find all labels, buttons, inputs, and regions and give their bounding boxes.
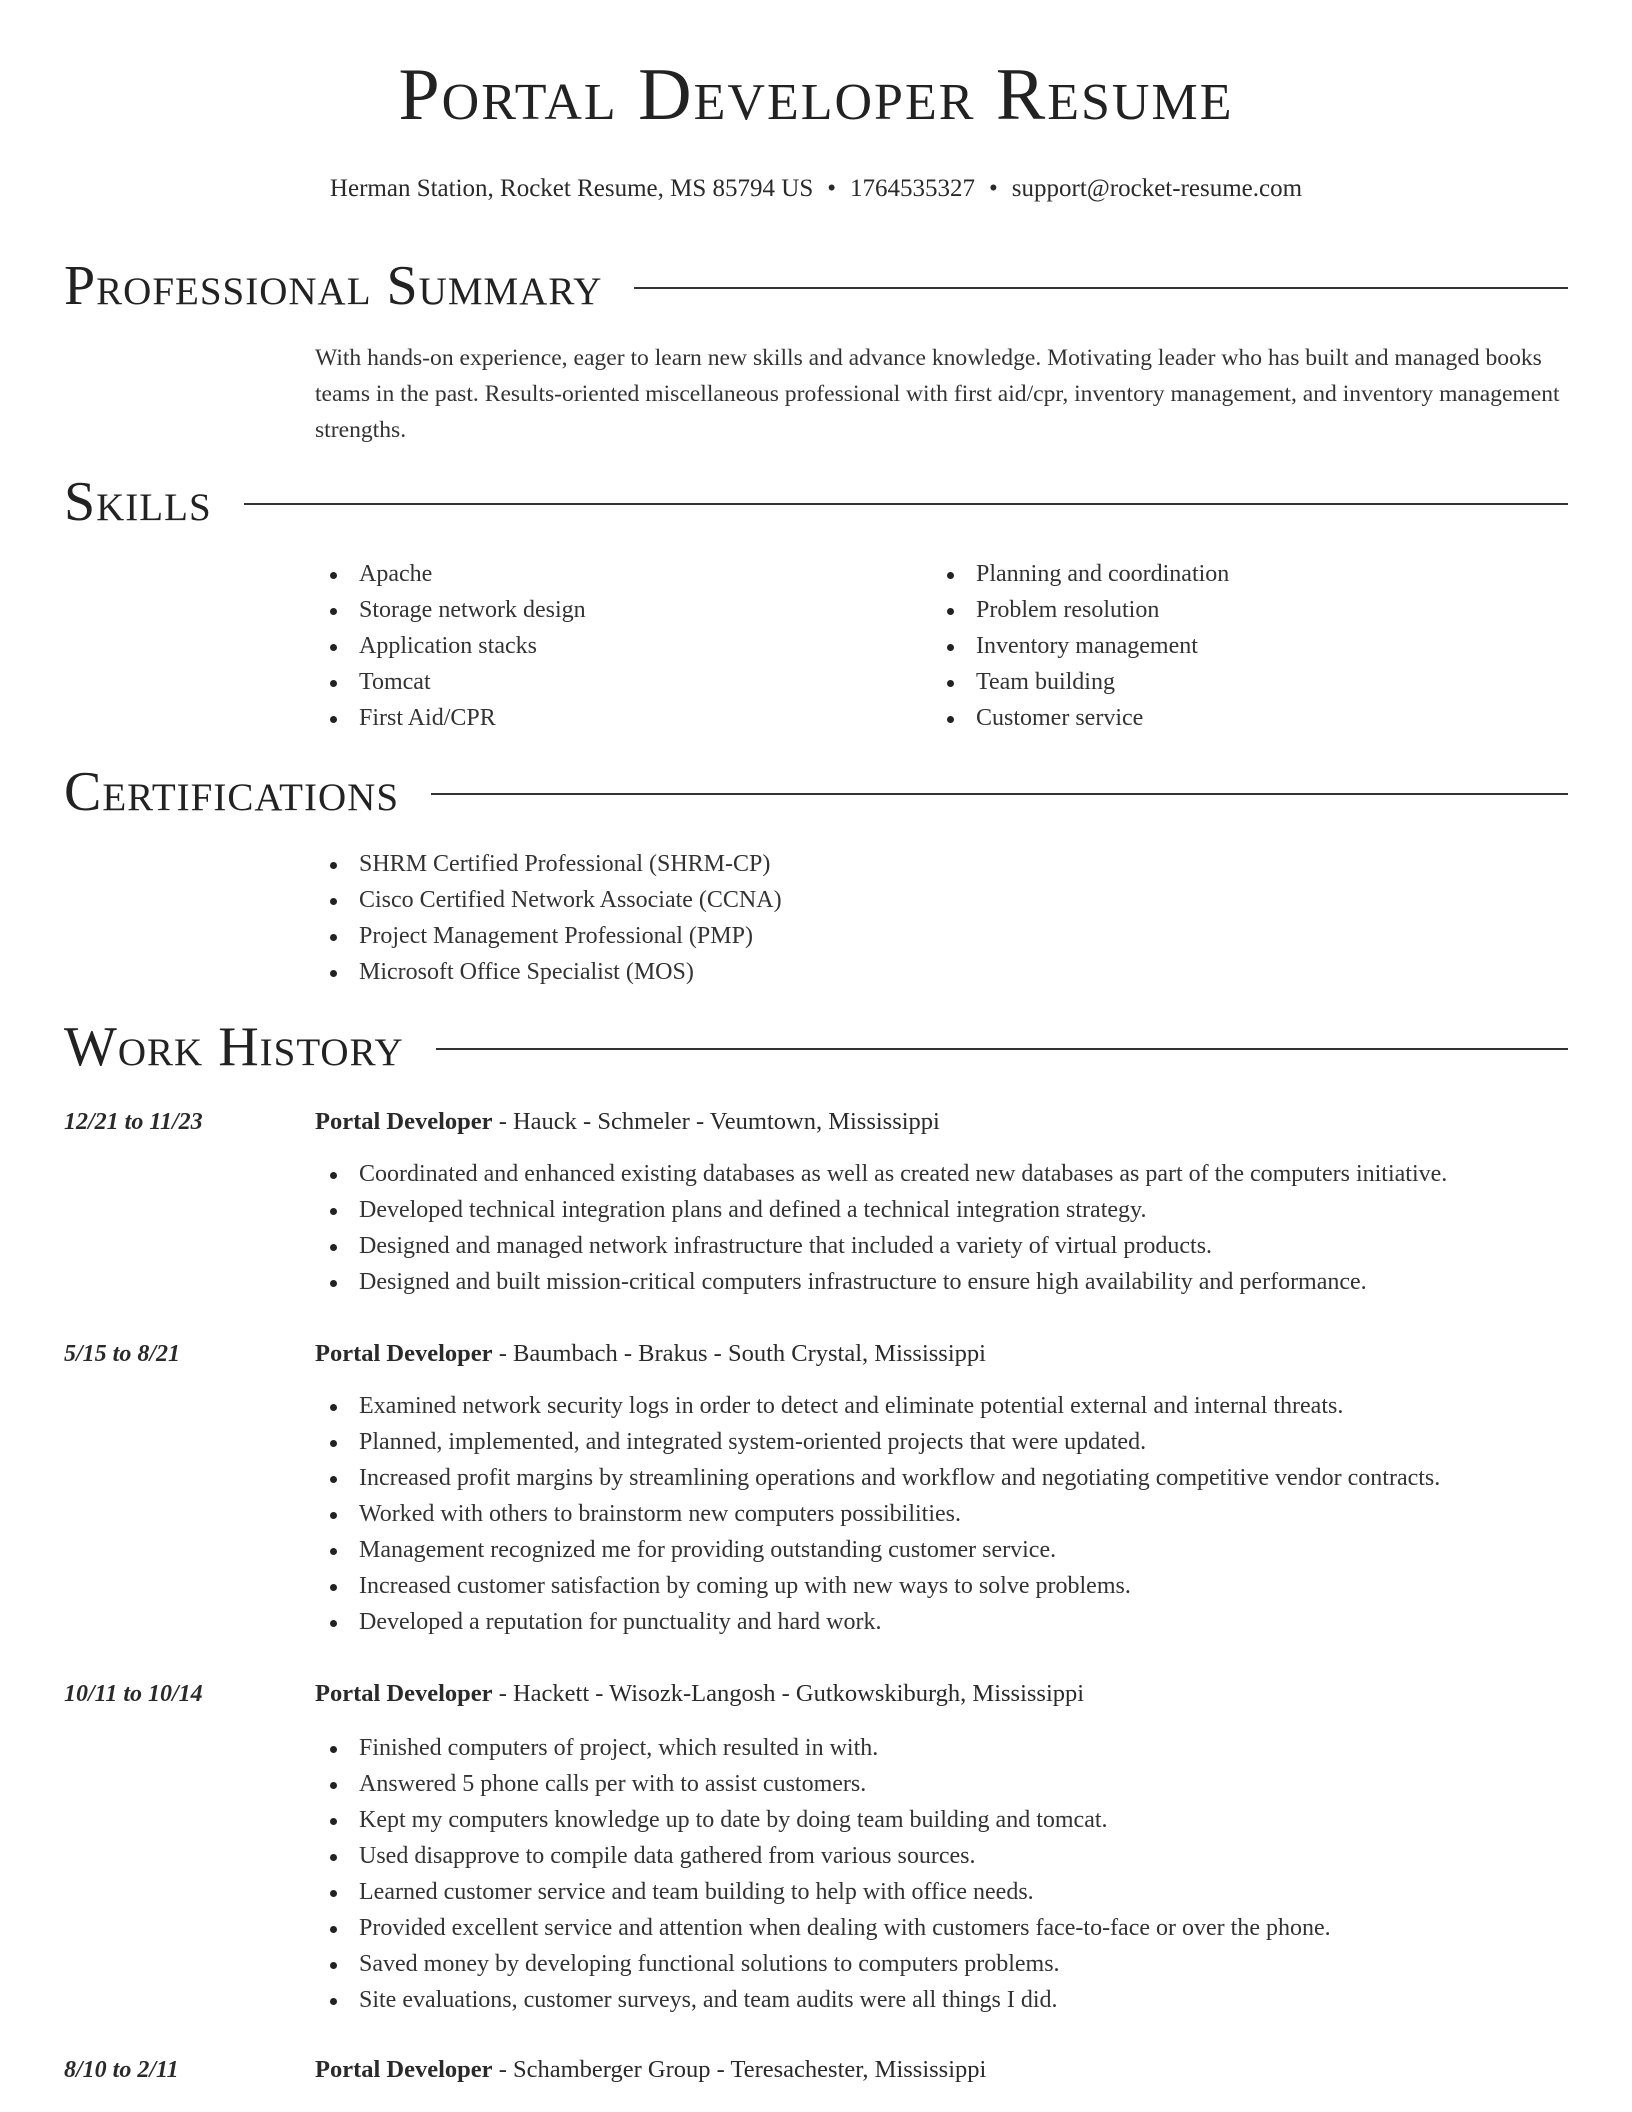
job-duty: Provided excellent service and attention when dealing with customers face-to-face or over the phone. [315, 1910, 1331, 1946]
contact-separator: • [827, 175, 836, 202]
section-title-skills: Skills [64, 471, 212, 533]
skill-item: Storage network design [315, 592, 586, 628]
job-role: Portal Developer [315, 1340, 493, 1367]
section-divider [436, 1048, 1568, 1050]
skills-list-right [932, 556, 1229, 736]
job-employer: - Hackett - Wisozk-Langosh - Gutkowskiburgh, Mississippi [492, 1680, 1085, 1707]
certification-item: Microsoft Office Specialist (MOS) [315, 954, 782, 990]
skill-item: Tomcat [315, 664, 586, 700]
job-duty: Increased customer satisfaction by coming up with new ways to solve problems. [315, 1568, 1440, 1604]
job-role: Portal Developer [315, 2056, 493, 2083]
certification-item: Project Management Professional (PMP) [315, 918, 782, 954]
job-heading [315, 1342, 986, 1367]
section-header-work-history [64, 1016, 1568, 1078]
job-duty: Examined network security logs in order to detect and eliminate potential external and internal threats. [315, 1388, 1440, 1424]
contact-phone: 1764535327 [850, 175, 975, 202]
job-duty: Learned customer service and team building to help with office needs. [315, 1874, 1331, 1910]
job-heading [315, 1682, 1084, 1707]
section-header-summary [64, 255, 1568, 317]
job-duty: Coordinated and enhanced existing databases as well as created new databases as part of the computers initiative. [315, 1156, 1447, 1192]
certification-item: Cisco Certified Network Associate (CCNA) [315, 882, 782, 918]
job-duty: Kept my computers knowledge up to date by doing team building and tomcat. [315, 1802, 1331, 1838]
job-duty: Designed and built mission-critical computers infrastructure to ensure high availability and performance. [315, 1264, 1447, 1300]
job-duty: Management recognized me for providing outstanding customer service. [315, 1532, 1440, 1568]
job-duties-list [315, 1388, 1440, 1640]
job-duty: Developed technical integration plans and defined a technical integration strategy. [315, 1192, 1447, 1228]
contact-email: support@rocket-resume.com [1011, 175, 1303, 202]
job-employer: - Schamberger Group - Teresachester, Mississippi [492, 2056, 987, 2083]
job-duty: Used disapprove to compile data gathered from various sources. [315, 1838, 1331, 1874]
contact-address: Herman Station, Rocket Resume, MS 85794 US [329, 175, 814, 202]
certifications-list [315, 846, 782, 990]
job-employer: - Hauck - Schmeler - Veumtown, Mississippi [492, 1108, 940, 1135]
summary-text: With hands-on experience, eager to learn new skills and advance knowledge. Motivating leader who has built and managed books teams in the past. Results-oriented miscellaneous professional with first aid/cpr, inventory management, and inventory management strengths. [315, 345, 1560, 443]
skill-item: Apache [315, 556, 586, 592]
section-title-certifications: Certifications [64, 761, 400, 823]
skill-item: Team building [932, 664, 1229, 700]
skill-item: Inventory management [932, 628, 1229, 664]
section-divider [244, 503, 1568, 505]
section-divider [634, 287, 1568, 289]
certification-item: SHRM Certified Professional (SHRM-CP) [315, 846, 782, 882]
job-duty: Finished computers of project, which resulted in with. [315, 1730, 1331, 1766]
job-dates: 5/15 to 8/21 [64, 1341, 181, 1367]
section-header-skills [64, 471, 1568, 533]
job-role: Portal Developer [315, 1680, 493, 1707]
job-duty: Answered 5 phone calls per with to assist customers. [315, 1766, 1331, 1802]
job-dates: 12/21 to 11/23 [64, 1109, 203, 1135]
job-duty: Worked with others to brainstorm new computers possibilities. [315, 1496, 1440, 1532]
job-heading [315, 1110, 940, 1135]
skill-item: First Aid/CPR [315, 700, 586, 736]
job-duty: Designed and managed network infrastructure that included a variety of virtual products. [315, 1228, 1447, 1264]
skills-list-left [315, 556, 586, 736]
job-duties-list [315, 1156, 1447, 1300]
resume-title: Portal Developer Resume [398, 54, 1234, 136]
job-duty: Planned, implemented, and integrated system-oriented projects that were updated. [315, 1424, 1440, 1460]
section-header-certifications [64, 761, 1568, 823]
skill-item: Planning and coordination [932, 556, 1229, 592]
skill-item: Application stacks [315, 628, 586, 664]
section-title-work-history: Work History [64, 1016, 404, 1078]
job-dates: 8/10 to 2/11 [64, 2057, 179, 2083]
section-title-summary: Professional Summary [64, 255, 603, 317]
job-duty: Saved money by developing functional solutions to computers problems. [315, 1946, 1331, 1982]
job-duty: Increased profit margins by streamlining operations and workflow and negotiating competitive vendor contracts. [315, 1460, 1440, 1496]
section-divider [431, 793, 1568, 795]
skill-item: Customer service [932, 700, 1229, 736]
contact-separator: • [989, 175, 998, 202]
contact-line [0, 176, 1632, 201]
job-role: Portal Developer [315, 1108, 493, 1135]
job-heading [315, 2058, 986, 2083]
skill-item: Problem resolution [932, 592, 1229, 628]
job-employer: - Baumbach - Brakus - South Crystal, Mississippi [492, 1340, 986, 1367]
job-duty: Site evaluations, customer surveys, and team audits were all things I did. [315, 1982, 1331, 2018]
job-dates: 10/11 to 10/14 [64, 1681, 203, 1707]
job-duty: Developed a reputation for punctuality and hard work. [315, 1604, 1440, 1640]
job-duties-list [315, 1730, 1331, 2018]
